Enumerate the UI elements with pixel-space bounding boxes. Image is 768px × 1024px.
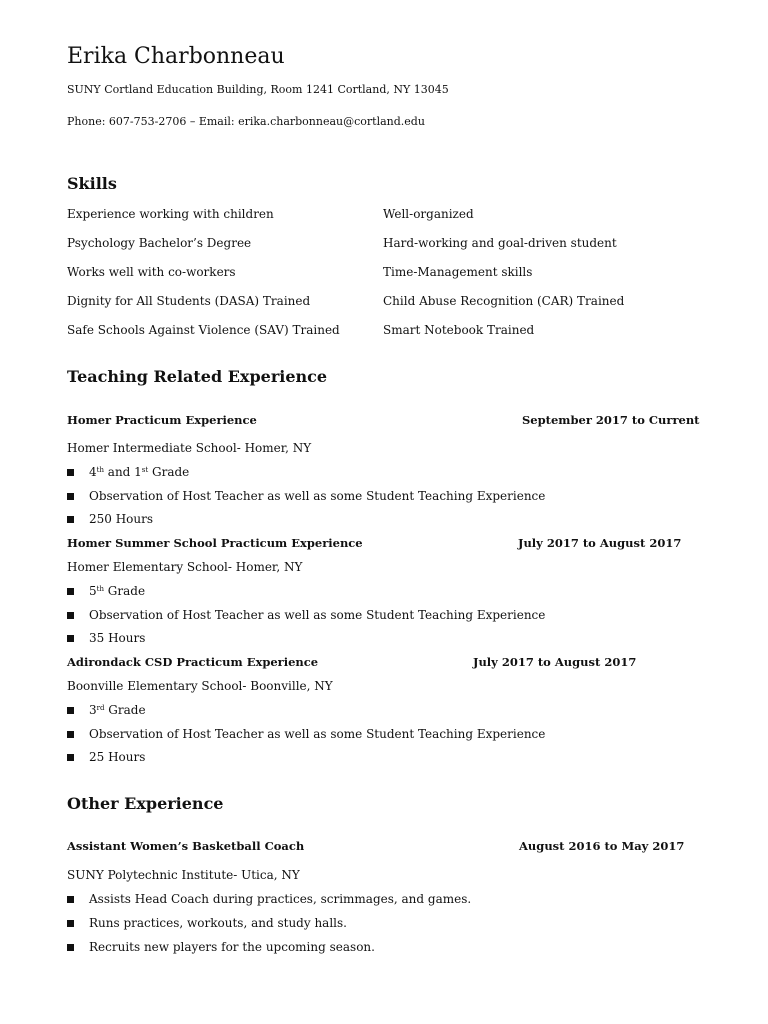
grade-text: 4th and 1st Grade [89,465,190,479]
job-dates: September 2017 to Current [522,413,700,427]
other-heading: Other Experience [67,794,224,813]
bullet-item [67,727,545,741]
bullet-square-icon [67,635,74,642]
skill-item: Time-Management skills [383,265,533,279]
job-title: Adirondack CSD Practicum Experience [67,655,319,669]
skill-item: Experience working with children [67,207,274,221]
resume-name: Erika Charbonneau [67,44,285,69]
bullet-item [67,750,145,764]
bullet-item [67,584,145,598]
bullet-item [67,608,545,622]
bullet-item [67,940,375,954]
bullet-text: Observation of Host Teacher as well as some Student Teaching Experience [89,608,546,622]
bullet-item [67,916,347,930]
grade-text: 3rd Grade [89,703,146,717]
teaching-heading: Teaching Related Experience [67,367,328,386]
skill-item: Safe Schools Against Violence (SAV) Trained [67,323,340,337]
skill-item: Works well with co-workers [67,265,236,279]
address-line: SUNY Cortland Education Building, Room 1241 Cortland, NY 13045 [67,83,449,96]
skill-item: Well-organized [383,207,474,221]
bullet-square-icon [67,612,74,619]
job-title: Homer Practicum Experience [67,413,257,427]
bullet-square-icon [67,754,74,761]
bullet-text: 25 Hours [89,750,146,764]
bullet-item [67,703,146,717]
bullet-square-icon [67,707,74,714]
bullet-square-icon [67,944,74,951]
job-location: Boonville Elementary School- Boonville, NY [67,679,333,693]
bullet-square-icon [67,469,74,476]
skill-item: Smart Notebook Trained [383,323,535,337]
bullet-text: Assists Head Coach during practices, scrimmages, and games. [89,892,472,906]
bullet-item [67,465,189,479]
bullet-square-icon [67,493,74,500]
bullet-square-icon [67,920,74,927]
job-location: Homer Intermediate School- Homer, NY [67,441,312,455]
bullet-text: Recruits new players for the upcoming season. [89,940,375,954]
bullet-item [67,631,145,645]
skill-item: Child Abuse Recognition (CAR) Trained [383,294,625,308]
bullet-text: 35 Hours [89,631,146,645]
contact-line: Phone: 607-753-2706 – Email: erika.charbonneau@cortland.edu [67,115,425,128]
bullet-square-icon [67,896,74,903]
bullet-item [67,489,545,503]
skill-item: Hard-working and goal-driven student [383,236,617,250]
job-location: Homer Elementary School- Homer, NY [67,560,303,574]
bullet-item [67,512,153,526]
bullet-item [67,892,471,906]
skill-item: Psychology Bachelor’s Degree [67,236,252,250]
bullet-text: Observation of Host Teacher as well as some Student Teaching Experience [89,489,546,503]
bullet-text: Observation of Host Teacher as well as some Student Teaching Experience [89,727,546,741]
bullet-text: Runs practices, workouts, and study halls. [89,916,347,930]
skill-item: Dignity for All Students (DASA) Trained [67,294,311,308]
grade-text: 5th Grade [89,584,146,598]
bullet-square-icon [67,588,74,595]
bullet-square-icon [67,731,74,738]
skills-heading: Skills [67,174,117,193]
bullet-square-icon [67,516,74,523]
job-dates: July 2017 to August 2017 [518,536,682,550]
job-dates: August 2016 to May 2017 [519,839,685,853]
job-dates: July 2017 to August 2017 [473,655,637,669]
job-title: Homer Summer School Practicum Experience [67,536,363,550]
job-title: Assistant Women’s Basketball Coach [67,839,305,853]
job-location: SUNY Polytechnic Institute- Utica, NY [67,868,300,882]
bullet-text: 250 Hours [89,512,154,526]
